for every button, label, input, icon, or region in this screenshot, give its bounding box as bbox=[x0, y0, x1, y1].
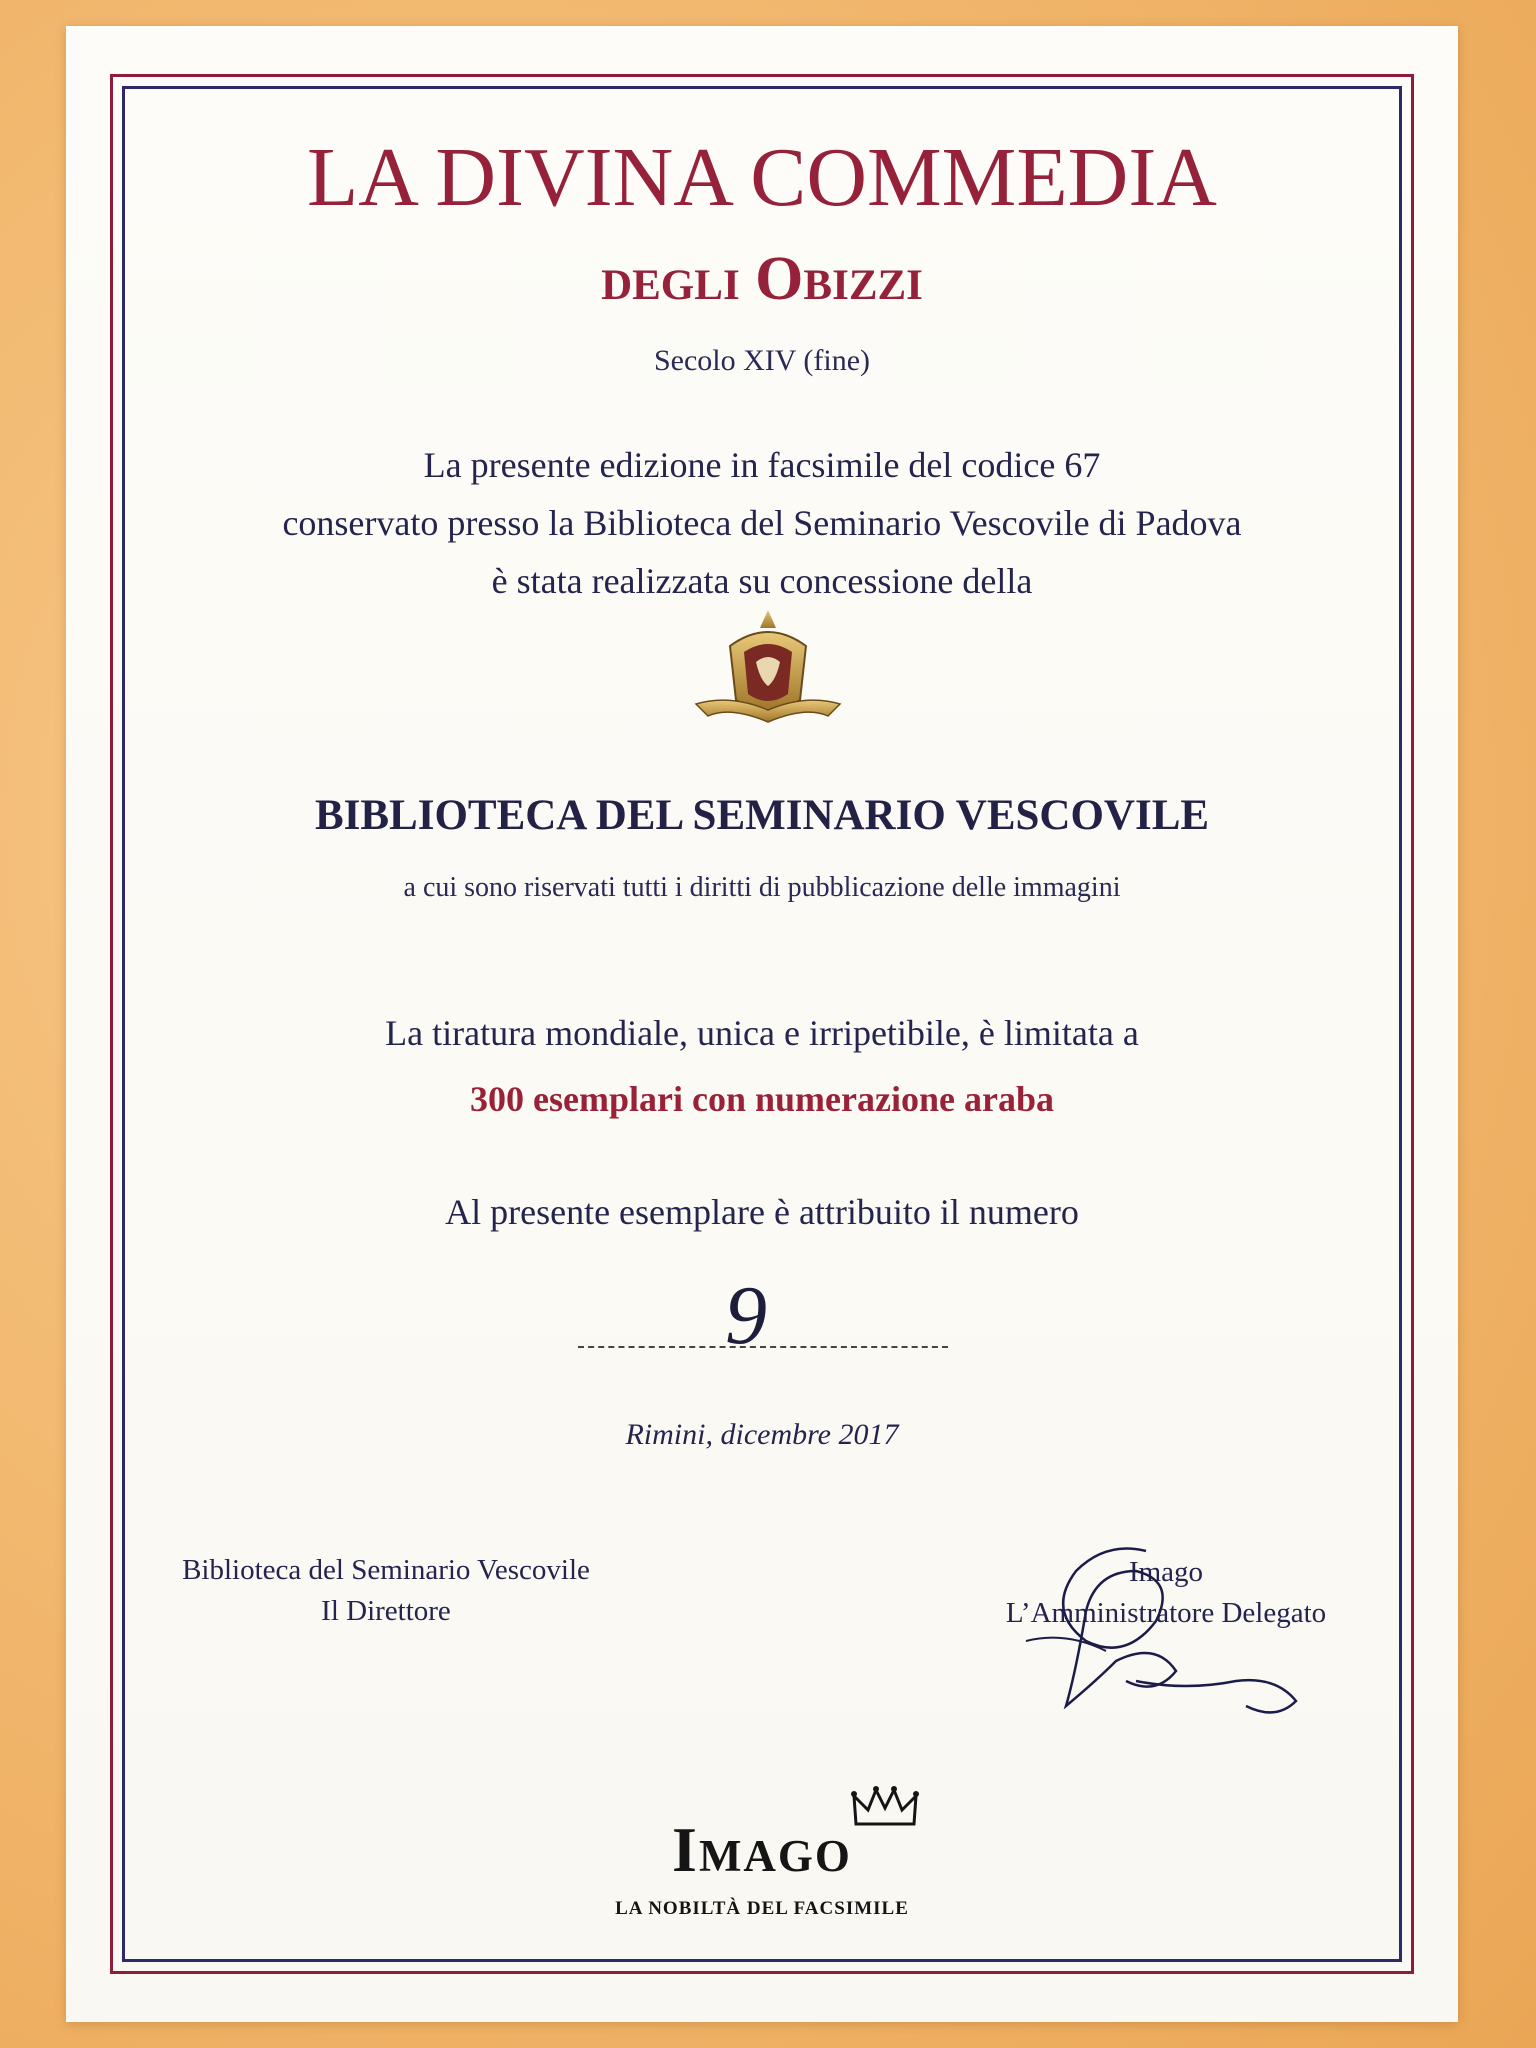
paragraph-line: conservato presso la Biblioteca del Seminario Vescovile di Padova bbox=[282, 503, 1242, 543]
copies-text: 300 esemplari con numerazione araba bbox=[470, 1079, 1054, 1119]
certificate-subtitle: degli Obizzi bbox=[601, 245, 923, 313]
signatory-right-line1: Imago bbox=[1128, 1556, 1204, 1588]
certificate-title: LA DIVINA COMMEDIA bbox=[307, 131, 1217, 224]
imago-logo-tagline: LA NOBILTÀ DEL FACSIMILE bbox=[615, 1898, 909, 1919]
library-name: BIBLIOTECA DEL SEMINARIO VESCOVILE bbox=[314, 792, 1210, 839]
certificate-card bbox=[66, 26, 1458, 2022]
century-label: Secolo XIV (fine) bbox=[653, 344, 871, 377]
signatory-left-line1: Biblioteca del Seminario Vescovile bbox=[182, 1554, 590, 1586]
signatory-left bbox=[146, 1550, 626, 1632]
signatory-left-line2: Il Direttore bbox=[321, 1595, 451, 1627]
crown-icon bbox=[850, 1784, 920, 1830]
handwritten-signature bbox=[1006, 1531, 1346, 1731]
copy-number: 9 bbox=[725, 1269, 767, 1362]
library-crest-icon bbox=[690, 606, 846, 736]
imago-logo-word: Imago bbox=[672, 1814, 852, 1885]
edition-paragraph bbox=[66, 436, 1458, 610]
print-run-text: La tiratura mondiale, unica e irripetibile, è limitata a bbox=[385, 1013, 1139, 1053]
place-date: Rimini, dicembre 2017 bbox=[625, 1418, 899, 1451]
signatory-right-line2: L’Amministratore Delegato bbox=[1005, 1597, 1327, 1629]
attribution-text: Al presente esemplare è attribuito il numero bbox=[445, 1192, 1079, 1232]
number-dotted-line bbox=[578, 1346, 948, 1348]
paragraph-line: La presente edizione in facsimile del codice 67 bbox=[423, 445, 1101, 485]
rights-note: a cui sono riservati tutti i diritti di pubblicazione delle immagini bbox=[403, 872, 1121, 903]
paragraph-line: è stata realizzata su concessione della bbox=[491, 561, 1033, 601]
